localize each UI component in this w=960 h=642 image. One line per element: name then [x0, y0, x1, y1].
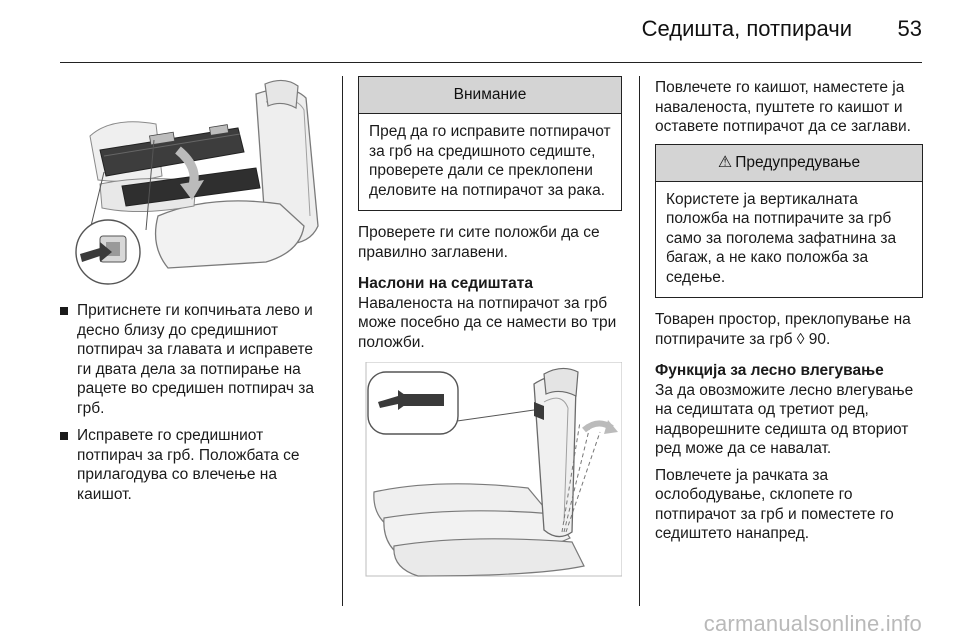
page-header	[60, 0, 922, 63]
left-column	[60, 301, 330, 512]
cross-reference: Товарен простор, преклопување на потпирачите за грб ◊ 90.	[655, 311, 911, 348]
list-item: Исправете го средишниот потпирач за грб. Положбата се прилагодува со влечење на каишот.	[60, 426, 330, 504]
warning-triangle-icon: ⚠	[717, 153, 733, 171]
warning-title: Предупредување	[735, 153, 861, 171]
illustration-center-armrest	[60, 76, 328, 288]
section-heading: Наслони на седиштата	[358, 275, 533, 292]
paragraph: Повлечете го каишот, наместете ја наваленоста, пуштете го каишот и оставете потпирачот да се заглави.	[655, 79, 911, 135]
middle-column	[358, 76, 622, 352]
warning-box	[655, 144, 923, 299]
section-heading: Функција за лесно влегување	[655, 362, 884, 379]
right-column	[655, 78, 923, 544]
caution-box	[358, 76, 622, 211]
caution-text: Пред да го исправите потпирачот за грб на средишното седиште, проверете дали се преклопени деловите на потпирачот за рака.	[369, 123, 611, 199]
paragraph: Наваленоста на потпирачот за грб може посебно да се намести во три положби.	[358, 294, 617, 351]
paragraph: За да овозможите лесно влегување на седиштата од третиот ред, надворешните седишта од вториот ред може да се навалат.	[655, 381, 914, 457]
column-divider-left	[342, 76, 343, 606]
caution-title: Внимание	[359, 77, 621, 114]
warning-header	[656, 145, 922, 182]
instruction-list	[60, 301, 330, 504]
paragraph: Проверете ги сите положби да се правилно заглавени.	[358, 224, 600, 261]
section-title: Седишта, потпирачи	[641, 16, 852, 41]
column-divider-right	[639, 76, 640, 606]
page-number: 53	[897, 16, 922, 41]
list-item: Притиснете ги копчињата лево и десно близу до средишниот потпирач за главата и исправете ги двата дела за потпирање на рацете во средишен потпирач за грб.	[60, 301, 330, 418]
illustration-backrest-recline	[358, 362, 622, 578]
warning-text: Користете ја вертикалната положба на потпирачите за грб само за поголема зафатнина за багаж, а не како положба за седење.	[666, 190, 897, 286]
paragraph: Повлечете ја рачката за ослободување, склопете го потпирачот за грб и поместете го седиштето нанапред.	[655, 466, 894, 542]
watermark: carmanualsonline.info	[703, 611, 922, 636]
